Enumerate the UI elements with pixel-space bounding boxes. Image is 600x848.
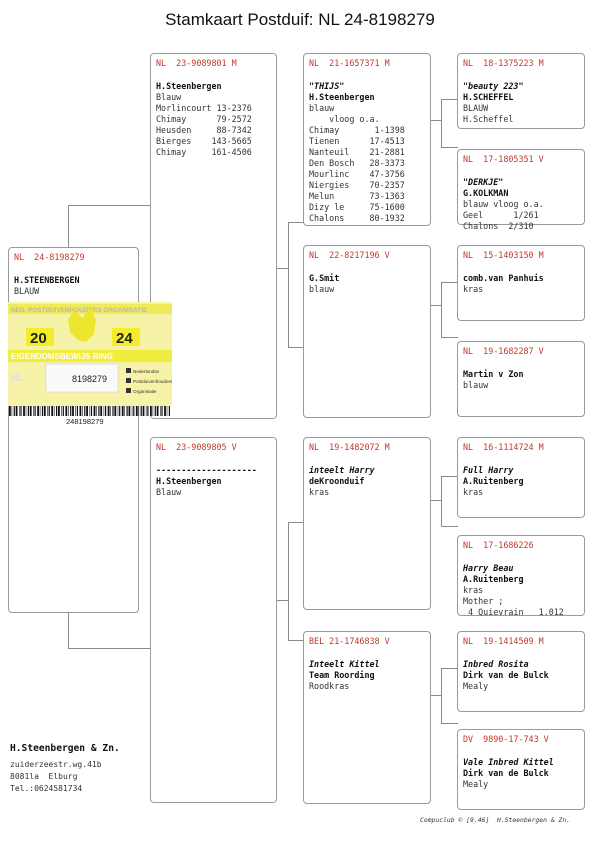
barcode-bar: [157, 406, 159, 416]
ring-number: NL 18-1375223 M: [463, 58, 544, 68]
pigeon-name: Inteelt Kittel: [309, 659, 380, 669]
barcode-bar: [112, 406, 113, 416]
stamp-country: NL: [11, 373, 23, 383]
connector-line: [68, 205, 151, 206]
barcode-bar: [28, 406, 29, 416]
barcode-bar: [51, 406, 53, 416]
barcode-bar: [132, 406, 133, 416]
info-line: Bierges 143-5665: [156, 136, 252, 146]
ring-number: NL 15-1403150 M: [463, 250, 544, 260]
info-line: Geel 1/261: [463, 210, 539, 220]
ring-number: NL 19-1482072 M: [309, 442, 390, 452]
barcode-bar: [84, 406, 85, 416]
barcode-bar: [49, 406, 50, 416]
info-line: Dizy le 75-1600: [309, 202, 405, 212]
barcode-bar: [63, 406, 64, 416]
ring-number: NL 16-1114724 M: [463, 442, 544, 452]
barcode-bar: [147, 406, 148, 416]
barcode-bar: [161, 406, 162, 416]
connector-line: [441, 282, 458, 283]
connector-line: [441, 668, 458, 669]
barcode-bar: [86, 406, 88, 416]
ownership-stamp: [8, 302, 172, 426]
stamp-graphic: [8, 302, 172, 426]
connector-line: [430, 305, 442, 306]
breeder-name: H.Steenbergen: [309, 92, 375, 102]
barcode-bar: [75, 406, 76, 416]
info-line: Blauw: [156, 487, 182, 497]
breeder-name: H.Steenbergen: [156, 476, 222, 486]
breeder-name: A.Ruitenberg: [463, 476, 524, 486]
barcode: [9, 406, 170, 416]
barcode-bar: [104, 406, 105, 416]
barcode-bar: [80, 406, 82, 416]
pigeon-name: Vale Inbred Kittel: [463, 757, 554, 767]
pigeon-name: Full Harry: [463, 465, 514, 475]
card-mf-dam: [457, 535, 585, 616]
barcode-bar: [72, 406, 74, 416]
connector-line: [441, 99, 458, 100]
connector-line: [68, 205, 69, 252]
barcode-bar: [150, 406, 152, 416]
owner-address: zuiderzeestr.wg.41b: [10, 760, 102, 769]
breeder-name: --------------------: [156, 465, 257, 475]
info-line: Tienen 17-4513: [309, 136, 405, 146]
card-ff-dam: [457, 149, 585, 231]
info-line: blauw: [309, 284, 335, 294]
info-line: blauw vloog o.a.: [463, 199, 544, 209]
connector-line: [68, 648, 151, 649]
ring-number: NL 19-1414509 M: [463, 636, 544, 646]
info-line: kras: [463, 284, 484, 294]
barcode-bar: [105, 406, 106, 416]
connector-line: [288, 522, 289, 640]
card-mother: [150, 437, 277, 803]
barcode-bar: [167, 406, 168, 416]
barcode-bar: [133, 406, 134, 416]
barcode-bar: [82, 406, 83, 416]
info-line: Roodkras: [309, 681, 350, 691]
stamp-barcode-number: 248198279: [66, 417, 104, 426]
connector-line: [430, 500, 442, 501]
barcode-bar: [110, 406, 111, 416]
barcode-bar: [20, 406, 21, 416]
pigeon-name: "DERKJE": [463, 177, 504, 187]
info-line: Chimay 1-1398: [309, 125, 405, 135]
barcode-bar: [40, 406, 41, 416]
barcode-bar: [77, 406, 78, 416]
info-line: H.Scheffel: [463, 114, 514, 124]
info-line: blauw: [309, 103, 335, 113]
barcode-bar: [164, 406, 166, 416]
pigeon-name: Harry Beau: [463, 563, 514, 573]
info-line: kras: [463, 585, 484, 595]
connector-line: [430, 120, 442, 121]
ring-number: NL 23-9089801 M: [156, 58, 237, 68]
breeder-name: G.KOLKMAN: [463, 188, 509, 198]
page-title: Stamkaart Postduif: NL 24-8198279: [165, 10, 435, 29]
barcode-bar: [12, 406, 13, 416]
barcode-bar: [169, 406, 170, 416]
barcode-bar: [114, 406, 116, 416]
barcode-bar: [127, 406, 128, 416]
breeder-name: Martin v Zon: [463, 369, 524, 379]
info-line: kras: [309, 487, 330, 497]
info-line: kras: [463, 487, 484, 497]
breeder-name: A.Ruitenberg: [463, 574, 524, 584]
connector-line: [441, 147, 458, 148]
barcode-bar: [122, 406, 124, 416]
stamp-ring-number: 8198279: [72, 374, 108, 384]
barcode-bar: [35, 406, 36, 416]
card-mother-sire: [303, 437, 431, 610]
stamp-npo-line-1: Nederlandse: [133, 369, 160, 374]
info-line: Chalons 2/310: [463, 221, 534, 231]
barcode-bar: [58, 406, 60, 416]
card-father-sire: [303, 53, 431, 226]
connector-line: [288, 640, 303, 641]
barcode-bar: [47, 406, 48, 416]
barcode-bar: [153, 406, 154, 416]
credit-line: Compuclub © [9.46] H.Steenbergen & Zn.: [420, 816, 571, 824]
ring-number: NL 17-1805351 V: [463, 154, 544, 164]
card-ff-sire: [457, 53, 585, 129]
barcode-bar: [42, 406, 43, 416]
breeder-name: Team Roording: [309, 670, 375, 680]
connector-line: [441, 282, 442, 337]
barcode-bar: [30, 406, 32, 416]
stamp-year-right: 24: [116, 330, 133, 347]
barcode-bar: [155, 406, 156, 416]
breeder-name: H.STEENBERGEN: [14, 275, 80, 285]
info-line: Mealy: [463, 779, 489, 789]
stamp-org-text: NED. POSTDUIVENHOUDERS ORGANISATIE: [11, 307, 148, 314]
info-line: Den Bosch 28-3373: [309, 158, 405, 168]
ring-number: DV 9890-17-743 V: [463, 734, 549, 744]
info-line: Morlincourt 13-2376: [156, 103, 252, 113]
barcode-bar: [19, 406, 20, 416]
breeder-name: H.SCHEFFEL: [463, 92, 514, 102]
pigeon-name: Inbred Rosita: [463, 659, 529, 669]
info-line: Blauw: [156, 92, 182, 102]
barcode-bar: [124, 406, 125, 416]
connector-line: [68, 612, 69, 648]
barcode-bar: [160, 406, 161, 416]
barcode-bar: [23, 406, 25, 416]
breeder-name: G.Smit: [309, 273, 340, 283]
breeder-name: deKroonduif: [309, 476, 365, 486]
barcode-bar: [100, 406, 102, 416]
card-fm-sire: [457, 245, 585, 321]
ring-number: NL 24-8198279: [14, 252, 85, 262]
barcode-bar: [119, 406, 120, 416]
barcode-bar: [141, 406, 142, 416]
ring-number: BEL 21-1746838 V: [309, 636, 390, 646]
connector-line: [441, 476, 458, 477]
barcode-bar: [139, 406, 140, 416]
info-line: Chimay 79-2572: [156, 114, 252, 124]
info-line: BLAUW: [14, 286, 40, 296]
card-mother-dam: [303, 631, 431, 804]
stamp-year-left: 20: [30, 330, 47, 347]
info-line: Niergies 70-2357: [309, 180, 405, 190]
breeder-name: H.Steenbergen: [156, 81, 222, 91]
barcode-bar: [90, 406, 91, 416]
barcode-bar: [129, 406, 131, 416]
ring-number: NL 19-1682287 V: [463, 346, 544, 356]
barcode-bar: [9, 406, 11, 416]
card-mf-sire: [457, 437, 585, 518]
owner-city: 8081la Elburg: [10, 772, 78, 781]
card-fm-dam: [457, 341, 585, 417]
barcode-bar: [70, 406, 71, 416]
connector-line: [288, 522, 303, 523]
barcode-bar: [44, 406, 46, 416]
info-line: Melun 73-1363: [309, 191, 405, 201]
connector-line: [276, 268, 289, 269]
connector-line: [441, 99, 442, 147]
info-line: Mourlinc 47-3756: [309, 169, 405, 179]
connector-line: [288, 222, 289, 347]
breeder-name: Dirk van de Bulck: [463, 670, 549, 680]
ring-number: NL 21-1657371 M: [309, 58, 390, 68]
barcode-bar: [143, 406, 145, 416]
barcode-bar: [146, 406, 147, 416]
ring-number: NL 17-1686226: [463, 540, 534, 550]
stamp-band-text: EIGENDOMSBEWIJS RING: [11, 352, 113, 361]
connector-line: [441, 337, 458, 338]
connector-line: [288, 347, 303, 348]
barcode-bar: [96, 406, 97, 416]
info-line: Mealy: [463, 681, 489, 691]
breeder-name: Dirk van de Bulck: [463, 768, 549, 778]
owner-phone: Tel.:0624581734: [10, 784, 83, 793]
card-father-dam: [303, 245, 431, 418]
barcode-bar: [91, 406, 92, 416]
connector-line: [288, 222, 303, 223]
pigeon-name: "THIJS": [309, 81, 345, 91]
connector-line: [441, 526, 458, 527]
barcode-bar: [54, 406, 55, 416]
barcode-bar: [37, 406, 39, 416]
info-line: blauw: [463, 380, 489, 390]
connector-line: [276, 600, 289, 601]
info-line: BLAUW: [463, 103, 489, 113]
pigeon-name: "beauty 223": [463, 81, 524, 91]
connector-line: [430, 695, 442, 696]
info-line: Nanteuil 21-2881: [309, 147, 405, 157]
card-mm-sire: [457, 631, 585, 712]
stamp-npo-line-3: Organisatie: [133, 389, 157, 394]
barcode-bar: [108, 406, 110, 416]
card-mm-dam: [457, 729, 585, 810]
info-line: Chimay 161-4506: [156, 147, 252, 157]
info-line: 4 Quievrain 1.012: [463, 607, 564, 617]
barcode-bar: [68, 406, 69, 416]
barcode-bar: [14, 406, 15, 416]
ring-number: NL 23-9089805 V: [156, 442, 237, 452]
barcode-bar: [61, 406, 62, 416]
connector-line: [441, 723, 458, 724]
barcode-bar: [26, 406, 27, 416]
info-line: Chalons 80-1932: [309, 213, 405, 223]
info-line: Mother ;: [463, 596, 504, 606]
barcode-bar: [94, 406, 96, 416]
barcode-bar: [118, 406, 119, 416]
connector-line: [441, 476, 442, 526]
breeder-name: comb.van Panhuis: [463, 273, 544, 283]
barcode-bar: [136, 406, 138, 416]
barcode-bar: [98, 406, 99, 416]
ring-number: NL 22-8217196 V: [309, 250, 390, 260]
owner-name: H.Steenbergen & Zn.: [10, 743, 120, 754]
barcode-bar: [33, 406, 34, 416]
info-line: Heusden 88-7342: [156, 125, 252, 135]
barcode-bar: [56, 406, 57, 416]
pigeon-name: inteelt Harry: [309, 465, 375, 475]
stamp-npo-line-2: Postduivenhouders: [133, 379, 172, 384]
barcode-bar: [16, 406, 18, 416]
info-line: vloog o.a.: [309, 114, 380, 124]
barcode-bar: [65, 406, 67, 416]
